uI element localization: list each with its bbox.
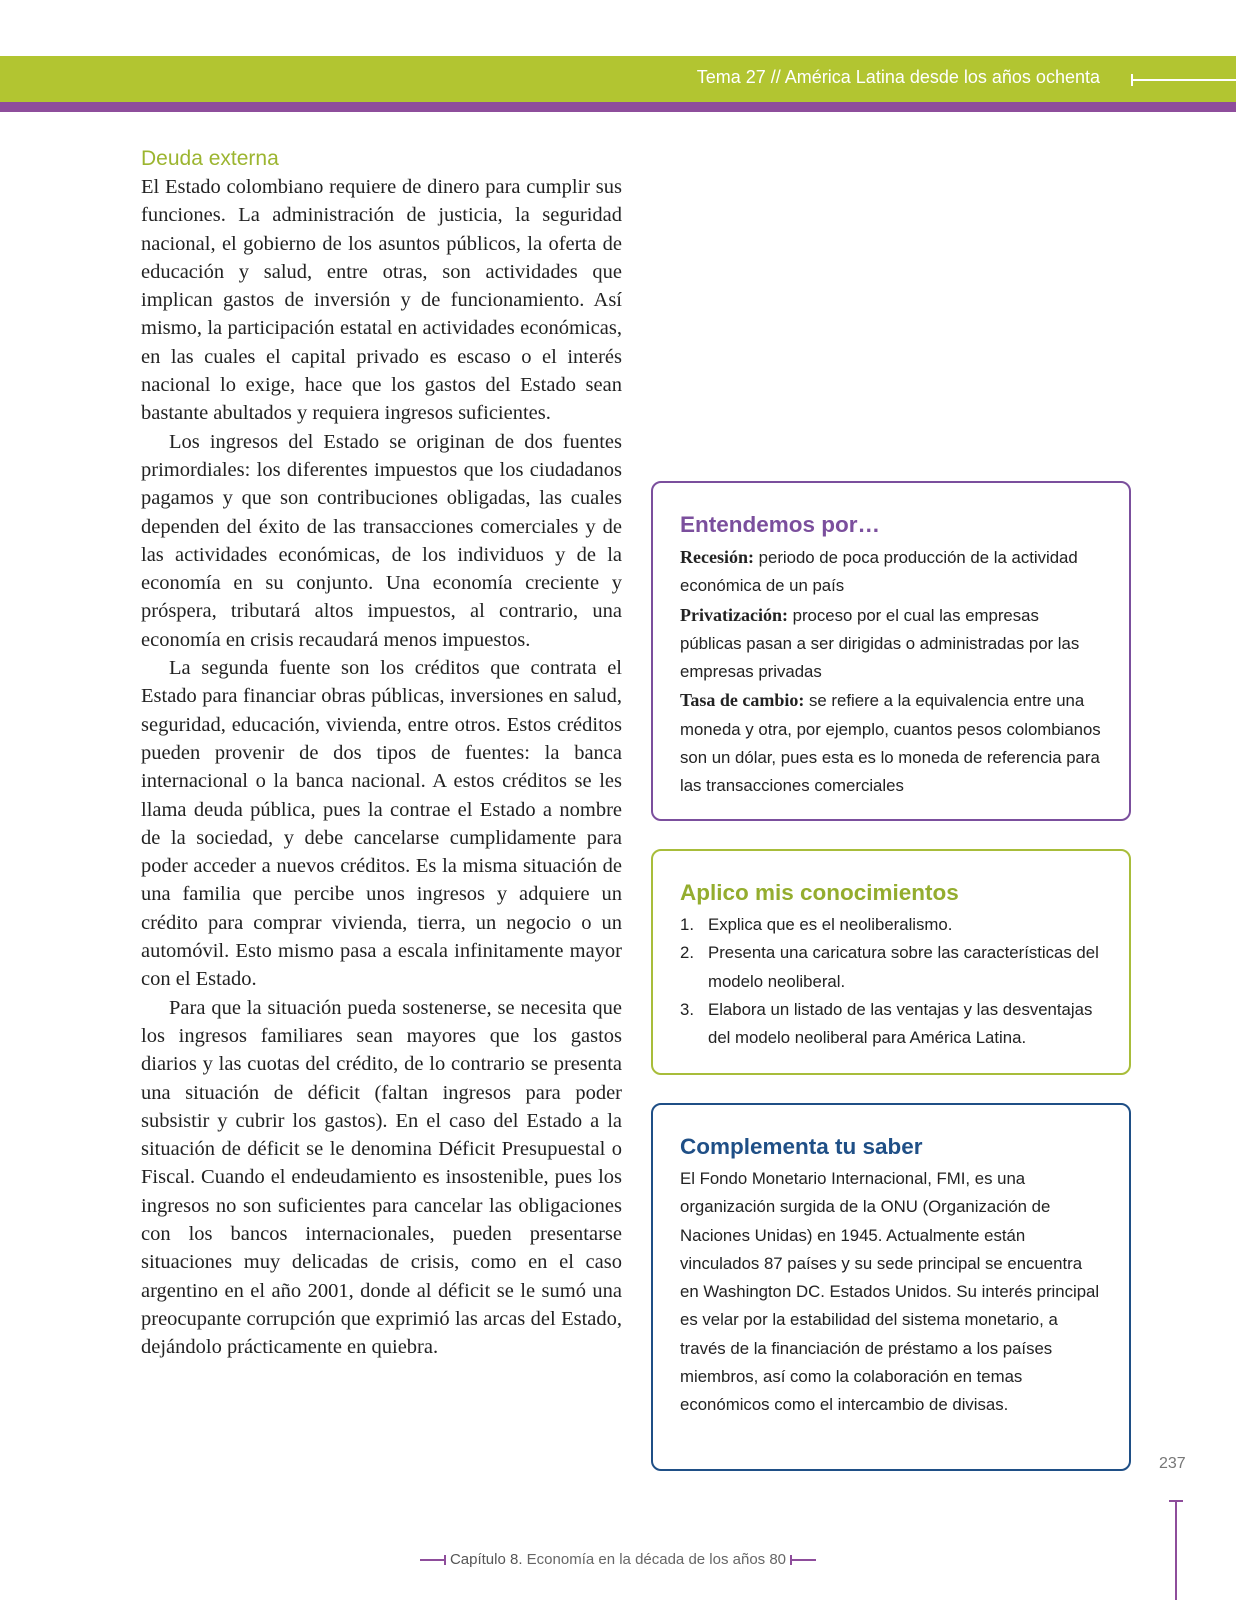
activity-title: Aplico mis conocimientos — [680, 880, 959, 905]
activity-box — [651, 849, 1131, 1075]
main-column — [141, 146, 622, 1361]
complement-text: El Fondo Monetario Internacional, FMI, es una organización surgida de la ONU (Organización de Naciones Unidas) en 1945. Actualmente están vinculados 87 países y su sede principal se encuentra en Washington DC. Estados Unidos. Su interés principal es velar por la estabilidad del sistema monetario, a través de la financiación de préstamo a los países miembros, así como la colaboración en temas económicos como el intercambio de divisas. — [680, 1169, 1100, 1415]
glossary-box — [651, 481, 1131, 821]
header-stripe — [0, 102, 1236, 112]
glossary-term: Privatización: — [680, 604, 788, 625]
complement-box — [651, 1103, 1131, 1471]
paragraph-4: Para que la situación pueda sostenerse, se necesita que los ingresos familiares sean mayores que los gastos diarios y las cuotas del crédito, de lo contrario se presenta una situación de déficit (faltan ingresos para poder subsistir y cubrir los gastos). En el caso del Estado a la situación de déficit se le denomina Déficit Presupuestal o Fiscal. Cuando el endeudamiento es insostenible, pues los ingresos no son suficientes para cancelar las obligaciones con los bancos internacionales, pueden presentarse situaciones muy delicadas de crisis, como en el caso argentino en el año 2001, donde al déficit se le sumó una preocupante corrupción que exprimió las arcas del Estado, dejándolo prácticamente en quiebra. — [141, 996, 622, 1359]
glossary-item — [680, 601, 1105, 687]
activity-item — [680, 911, 1105, 939]
glossary-term: Tasa de cambio: — [680, 690, 805, 711]
item-text: Elabora un listado de las ventajas y las desventajas del modelo neoliberal para América Latina. — [708, 999, 1093, 1048]
footer — [0, 1551, 1236, 1568]
paragraph-3: La segunda fuente son los créditos que contrata el Estado para financiar obras públicas, inversiones en salud, seguridad, educación, vivienda, entre otros. Estos créditos pueden provenir de dos tipos de fuentes: la banca internacional o la banca nacional. A estos créditos se les llama deuda pública, pues la contrae el Estado a nombre de la sociedad, y debe cancelarse cumplidamente para poder acceder a nuevos créditos. Es la misma situación de una familia que percibe unos ingresos y adquiere un crédito para comprar vivienda, tierra, un negocio o un automóvil. Esto mismo pasa a escala infinitamente mayor con el Estado. — [141, 657, 622, 991]
section-title: Deuda externa — [141, 147, 279, 170]
glossary-definition: proceso por el cual las empresas públicas pasan a ser dirigidas o administradas por las empresas privadas — [680, 605, 1080, 682]
paragraph-2: Los ingresos del Estado se originan de dos fuentes primordiales: los diferentes impuestos que los ciudadanos pagamos y que son contribuciones obligadas, las cuales dependen del éxito de las transacciones comerciales y de las actividades económicas, de los individuos y de la economía en su conjunto. Una economía creciente y próspera, tributará altos impuestos, al contrario, una economía en crisis recaudará menos impuestos. — [141, 430, 622, 651]
footer-title: Economía en la década de los años 80 — [522, 1551, 787, 1568]
activity-item — [680, 939, 1105, 996]
glossary-term: Recesión: — [680, 547, 754, 567]
activity-list — [680, 911, 1105, 1052]
paragraph-1: El Estado colombiano requiere de dinero para cumplir sus funciones. La administración de justicia, la seguridad nacional, el gobierno de los asuntos públicos, la oferta de educación y salud, entre otras, son actividades que implican gastos de inversión y de funcionamiento. Así mismo, la participación estatal en actividades económicas, en las cuales el capital privado es escaso o el interés nacional lo exige, hace que los gastos del Estado sean bastante abultados y requiera ingresos suficientes. — [141, 176, 622, 425]
page-number: 237 — [1159, 1455, 1186, 1472]
glossary-title: Entendemos por… — [680, 512, 881, 537]
glossary-item — [680, 543, 1105, 601]
footer-lead-right — [790, 1559, 816, 1561]
header-title: Tema 27 // América Latina desde los años ochenta — [696, 67, 1100, 87]
item-number: 1. — [680, 915, 694, 934]
item-number: 2. — [680, 943, 694, 963]
complement-title: Complementa tu saber — [680, 1134, 923, 1159]
margin-rule — [1175, 1500, 1177, 1600]
item-number: 3. — [680, 999, 694, 1019]
activity-item — [680, 996, 1105, 1053]
glossary-item — [680, 686, 1105, 800]
item-text: Presenta una caricatura sobre las características del modelo neoliberal. — [708, 943, 1099, 991]
header-rule — [1131, 79, 1236, 81]
footer-chapter: Capítulo 8. — [449, 1551, 523, 1568]
footer-lead-left — [420, 1559, 446, 1561]
glossary-definition: se refiere a la equivalencia entre una moneda y otra, por ejemplo, cuantos pesos colombianos son un dólar, pues esta es lo moneda de referencia para las transacciones comerciales — [680, 691, 1101, 796]
glossary-definition: periodo de poca producción de la actividad económica de un país — [680, 548, 1078, 596]
item-text: Explica que es el neoliberalismo. — [708, 915, 953, 934]
